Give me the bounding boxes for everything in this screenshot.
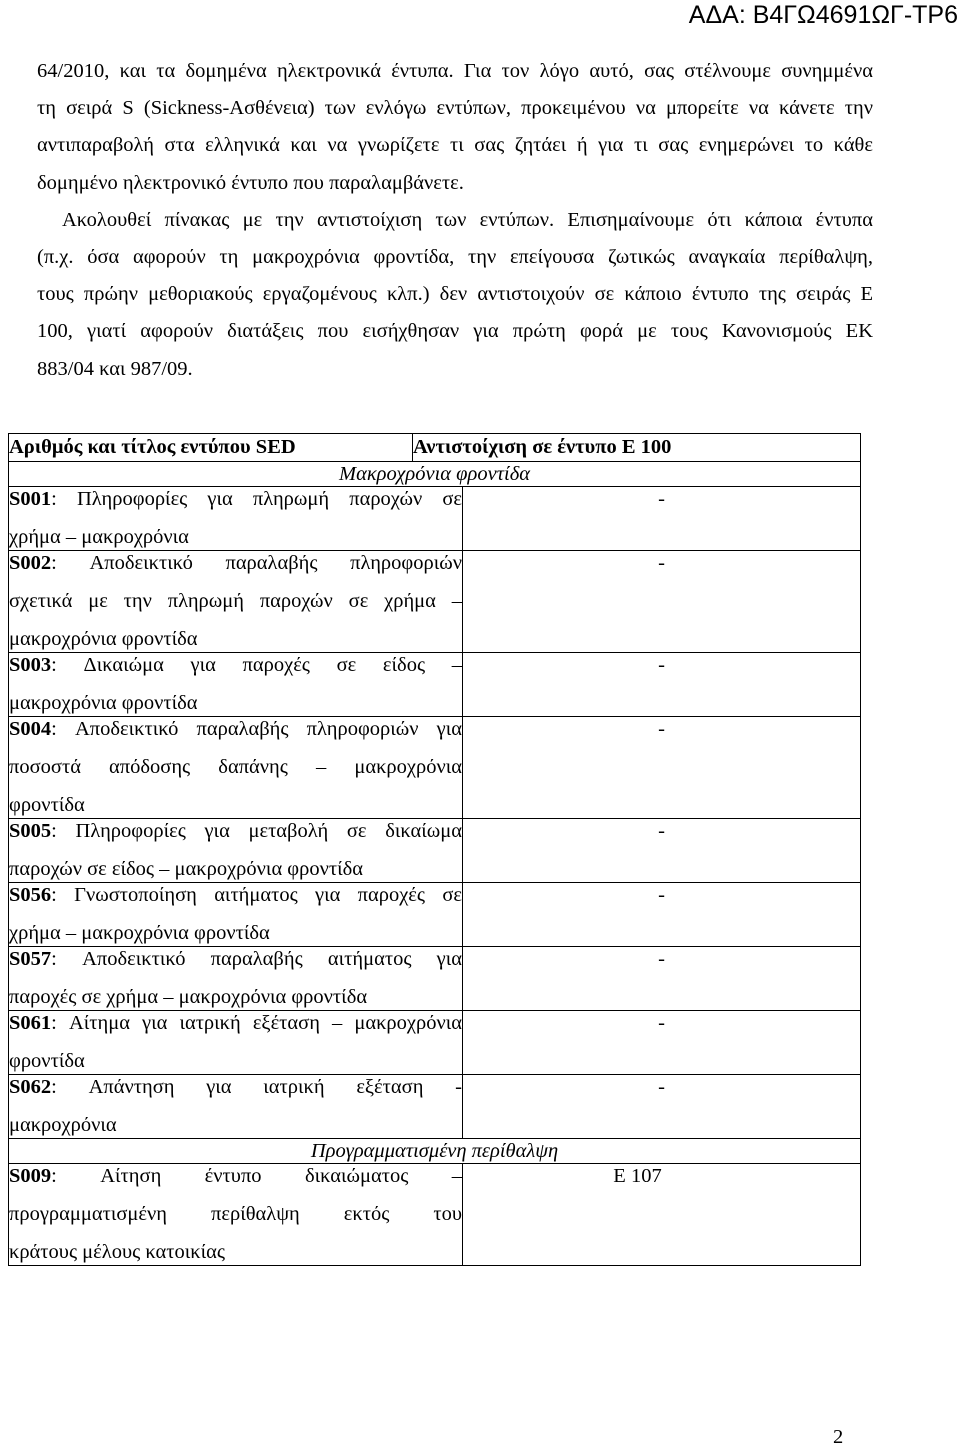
sed-code: S061 <box>9 1012 52 1034</box>
sed-code: S004 <box>9 718 52 740</box>
paragraph-line: αντιπαραβολή στα ελληνικά και να γνωρίζετε τι σας ζητάει ή για τι σας ενημερώνει το κάθε <box>37 134 873 157</box>
sed-line: φροντίδα <box>9 794 85 816</box>
table-row <box>9 653 861 717</box>
sed-line: χρήμα – μακροχρόνια <box>9 526 189 548</box>
e100-cell: - <box>463 653 861 717</box>
sed-code: S001 <box>9 488 52 510</box>
e100-cell: - <box>463 487 861 551</box>
sed-line: μακροχρόνια φροντίδα <box>9 692 198 714</box>
sed-line <box>9 819 462 844</box>
table-header-row <box>9 434 861 462</box>
sed-title-text: : Πληροφορίες για πληρωμή παροχών σε <box>51 488 462 510</box>
sed-cell <box>9 551 463 653</box>
table-row <box>9 1011 861 1075</box>
sed-title-text: : Αποδεικτικό παραλαβής πληροφοριών για <box>51 718 462 740</box>
sed-cell <box>9 653 463 717</box>
ada-code: ΑΔΑ: Β4ΓΩ4691ΩΓ-ΤΡ6 <box>688 1 958 29</box>
sed-title-text: : Αποδεικτικό παραλαβής αιτήματος για <box>51 948 462 970</box>
sed-line <box>9 1011 462 1036</box>
sed-line: παροχές σε χρήμα – μακροχρόνια φροντίδα <box>9 986 368 1008</box>
sed-code: S002 <box>9 552 52 574</box>
table-row <box>9 551 861 653</box>
e100-cell: Ε 107 <box>463 1164 861 1266</box>
paragraph-line: τους πρώην μεθοριακούς εργαζομένους κλπ.) δεν αντιστοιχούν σε κάποιο έντυπο της σειράς Ε <box>37 283 873 306</box>
e100-cell: - <box>463 717 861 819</box>
sed-line: παροχών σε είδος – μακροχρόνια φροντίδα <box>9 858 364 880</box>
sed-title-text: : Αίτημα για ιατρική εξέταση – μακροχρόνια <box>51 1012 462 1034</box>
sed-line: ποσοστά απόδοσης δαπάνης – μακροχρόνια <box>9 756 462 778</box>
e100-cell: - <box>463 883 861 947</box>
sed-code: S057 <box>9 948 52 970</box>
sed-cell <box>9 1011 463 1075</box>
sed-cell <box>9 947 463 1011</box>
e100-cell: - <box>463 947 861 1011</box>
sed-title-text: : Δικαιώμα για παροχές σε είδος – <box>51 654 462 676</box>
sed-code: S062 <box>9 1076 52 1098</box>
sed-line: προγραμματισμένη περίθαλψη εκτός του <box>9 1203 462 1225</box>
section-row <box>9 1139 861 1164</box>
sed-cell <box>9 819 463 883</box>
paragraph-line: 64/2010, και τα δομημένα ηλεκτρονικά έντυπα. Για τον λόγο αυτό, σας στέλνουμε συνημμένα <box>37 60 873 82</box>
sed-title-text: : Αίτηση έντυπο δικαιώματος – <box>51 1165 462 1187</box>
table-row <box>9 487 861 551</box>
table-row <box>9 1164 861 1266</box>
sed-title-text: : Γνωστοποίηση αιτήματος για παροχές σε <box>51 884 462 906</box>
sed-e100-correspondence-table <box>8 433 861 1266</box>
sed-code: S003 <box>9 654 52 676</box>
header-e100-correspondence: Αντιστοίχιση σε έντυπο Ε 100 <box>413 434 861 462</box>
table-row <box>9 1075 861 1139</box>
section-title: Μακροχρόνια φροντίδα <box>9 462 861 487</box>
sed-line <box>9 487 462 512</box>
sed-code: S056 <box>9 884 52 906</box>
body-text <box>37 53 873 388</box>
sed-line: μακροχρόνια φροντίδα <box>9 628 198 650</box>
sed-title-text: : Απάντηση για ιατρική εξέταση - <box>51 1076 462 1098</box>
sed-line <box>9 883 462 908</box>
table-row <box>9 717 861 819</box>
sed-line <box>9 717 462 742</box>
paragraph-line: 100, γιατί αφορούν διατάξεις που εισήχθησαν για πρώτη φορά με τους Κανονισμούς ΕΚ <box>37 320 873 343</box>
e100-cell: - <box>463 819 861 883</box>
sed-line <box>9 1075 462 1100</box>
sed-cell <box>9 883 463 947</box>
sed-line: φροντίδα <box>9 1050 85 1072</box>
sed-cell <box>9 487 463 551</box>
e100-cell: - <box>463 1011 861 1075</box>
e100-cell: - <box>463 551 861 653</box>
sed-title-text: : Αποδεικτικό παραλαβής πληροφοριών <box>51 552 462 574</box>
table-row <box>9 883 861 947</box>
header-sed-form: Αριθμός και τίτλος εντύπου SED <box>9 434 413 462</box>
e100-cell: - <box>463 1075 861 1139</box>
paragraph-line: Ακολουθεί πίνακας με την αντιστοίχιση των εντύπων. Επισημαίνουμε ότι κάποια έντυπα <box>62 208 873 231</box>
sed-code: S005 <box>9 820 52 842</box>
paragraph-line: 883/04 και 987/09. <box>37 357 193 380</box>
sed-line: χρήμα – μακροχρόνια φροντίδα <box>9 922 270 944</box>
sed-line: σχετικά με την πληρωμή παροχών σε χρήμα – <box>9 590 462 612</box>
paragraph-line: δομημένο ηλεκτρονικό έντυπο που παραλαμβάνετε. <box>37 171 464 194</box>
sed-cell <box>9 1075 463 1139</box>
sed-line: μακροχρόνια <box>9 1114 117 1136</box>
paragraph-line: τη σειρά S (Sickness-Ασθένεια) των ενλόγω εντύπων, προκειμένου να μπορείτε να κάνετε την <box>37 97 873 120</box>
sed-line <box>9 551 462 576</box>
section-row <box>9 462 861 487</box>
page-number: 2 <box>833 1426 844 1448</box>
sed-line: κράτους μέλους κατοικίας <box>9 1241 225 1263</box>
sed-line <box>9 653 462 678</box>
section-title: Προγραμματισμένη περίθαλψη <box>9 1139 861 1164</box>
sed-title-text: : Πληροφορίες για μεταβολή σε δικαίωμα <box>51 820 462 842</box>
sed-code: S009 <box>9 1165 52 1187</box>
paragraph-line: (π.χ. όσα αφορούν τη μακροχρόνια φροντίδα, την επείγουσα ζωτικώς αναγκαία περίθαλψη, <box>37 246 873 269</box>
sed-line <box>9 1164 462 1189</box>
table-row <box>9 947 861 1011</box>
sed-cell <box>9 1164 463 1266</box>
sed-cell <box>9 717 463 819</box>
table-row <box>9 819 861 883</box>
sed-line <box>9 947 462 972</box>
